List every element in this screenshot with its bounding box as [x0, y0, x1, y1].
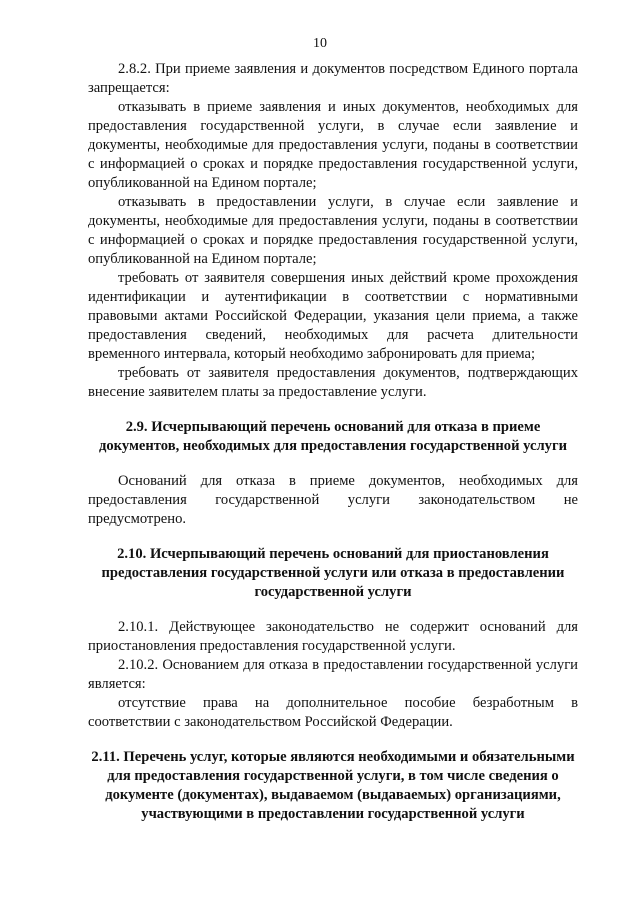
paragraph-no-entitlement: отсутствие права на дополнительное пособие безработным в соответствии с законодательством Российской Федерации.: [88, 695, 578, 730]
paragraph-refuse-reception: отказывать в приеме заявления и иных документов, необходимых для предоставления государственной услуги, в случае если заявление и документы, необходимые для предоставления услуги, поданы в соответствии с информацией о сроках и порядке предоставления государственной услуги, опубликованной на Едином портале;: [88, 99, 578, 191]
heading-2-10: 2.10. Исчерпывающий перечень оснований для приостановления предоставления государственной услуги или отказа в предоставлении государственной услуги: [101, 546, 565, 600]
paragraph-require-payment-docs: требовать от заявителя предоставления документов, подтверждающих внесение заявителем платы за предоставление услуги.: [88, 365, 578, 400]
paragraph-2-8-2: 2.8.2. При приеме заявления и документов посредством Единого портала запрещается:: [88, 61, 578, 96]
paragraph-2-10-2: 2.10.2. Основанием для отказа в предоставлении государственной услуги является:: [88, 657, 578, 692]
paragraph-2-10-1: 2.10.1. Действующее законодательство не содержит оснований для приостановления предоставления государственной услуги.: [88, 619, 578, 654]
page-number: 10: [313, 36, 327, 51]
heading-2-9: 2.9. Исчерпывающий перечень оснований для отказа в приеме документов, необходимых для предоставления государственной услуги: [99, 419, 567, 454]
document-body: [88, 60, 578, 824]
paragraph-no-grounds: Оснований для отказа в приеме документов, необходимых для предоставления государственной услуги законодательством не предусмотрено.: [88, 473, 578, 527]
paragraph-require-actions: требовать от заявителя совершения иных действий кроме прохождения идентификации и аутентификации в соответствии с нормативными правовыми актами Российской Федерации, указания цели приема, а также предоставления сведений, необходимых для расчета длительности временного интервала, который необходимо забронировать для приема;: [88, 270, 578, 362]
paragraph-refuse-service: отказывать в предоставлении услуги, в случае если заявление и документы, необходимые для предоставления услуги, поданы в соответствии с информацией о сроках и порядке предоставления государственной услуги, опубликованной на Едином портале;: [88, 194, 578, 267]
heading-2-11: 2.11. Перечень услуг, которые являются необходимыми и обязательными для предоставления государственной услуги, в том числе сведения о документе (документах), выдаваемом (выдаваемых) организациями, участвующими в предоставлении государственной услуги: [91, 749, 575, 822]
